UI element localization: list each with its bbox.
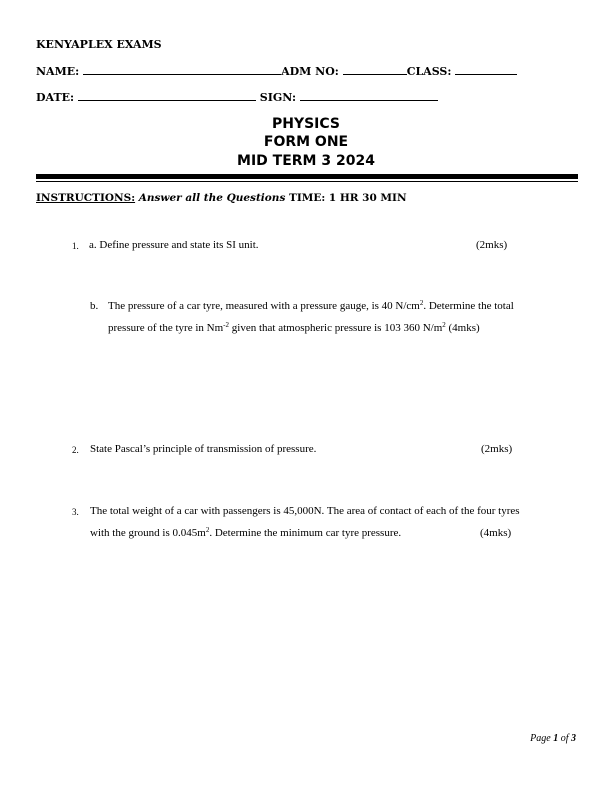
adm-label: ADM NO: (281, 65, 339, 78)
adm-blank[interactable] (343, 65, 407, 75)
name-adm-class-row (36, 65, 517, 78)
school-name: KENYAPLEX EXAMS (36, 38, 162, 51)
question-1b-label: b. (90, 300, 99, 312)
form-title: FORM ONE (263, 134, 349, 150)
date-label: DATE: (36, 91, 75, 104)
term-title: MID TERM 3 2024 (237, 153, 375, 169)
instructions-line (36, 192, 407, 204)
question-1a-text: a. Define pressure and state its SI unit. (89, 239, 259, 251)
class-label: CLASS: (406, 65, 452, 78)
question-2-number: 2. (72, 445, 79, 455)
current-page: 1 (553, 733, 559, 744)
question-2-marks: (2mks) (481, 443, 513, 455)
question-2-text: State Pascal’s principle of transmission of pressure. (90, 443, 317, 455)
sign-blank[interactable] (300, 91, 438, 101)
question-1-number: 1. (72, 241, 79, 251)
question-3-line-1: The total weight of a car with passengers is 45,000N. The area of contact of each of the four tyres (90, 505, 520, 517)
sign-label: SIGN: (259, 91, 297, 104)
question-3-number: 3. (72, 507, 79, 517)
question-3-line-2: with the ground is $0.045m^2$. Determine the minimum car tyre pressure. (90, 526, 402, 539)
instructions-label: INSTRUCTIONS: (36, 192, 136, 204)
name-label: NAME: (36, 65, 80, 78)
divider-thin (36, 181, 578, 182)
date-blank[interactable] (78, 91, 256, 101)
question-1b-line-2: pressure of the tyre in $Nm^{-2}$ given that atmospheric pressure is 103 360 $N/m^2$ (4mks) (108, 321, 480, 334)
page-number: Page 1 of 3 (530, 733, 576, 744)
question-1a-marks: (2mks) (476, 239, 508, 251)
instructions-text: Answer all the Questions (135, 192, 286, 204)
divider-thick (36, 174, 578, 179)
class-blank[interactable] (455, 65, 517, 75)
date-sign-row (36, 91, 438, 104)
question-1b-line-1: The pressure of a car tyre, measured with a pressure gauge, is 40 $N/cm^2$. Determine the total (108, 299, 514, 312)
subject-title: PHYSICS (271, 116, 341, 132)
question-3-marks: (4mks) (480, 527, 512, 539)
name-blank[interactable] (83, 65, 281, 75)
time-allowed: TIME: 1 HR 30 MIN (285, 192, 407, 204)
total-pages: 3 (571, 733, 576, 744)
